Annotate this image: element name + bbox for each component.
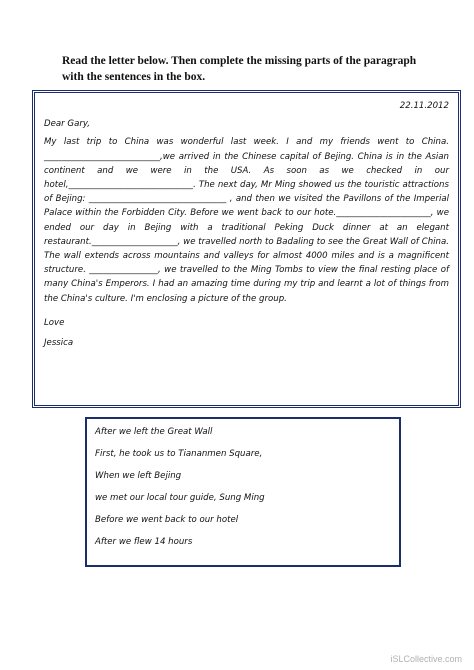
letter-body: My last trip to China was wonderful last week. I and my friends went to China. ___________________________,we arrived in the Chinese capital of Bejing. China is in the Asian continent and we were in the USA. As soon as we checked in our hotel,_____________________________. The next day, Mr Ming showed us the touristic attractions of Bejing: ________________________________ , and then we visited the Pavillons of the Imperial Palace within the Forbidden City. Before we went back to our hote.______________________, we ended our day in Bejing with a traditional Peking Duck dinner at an elegant restaurant.____________________, we travelled north to Badaling to see the Great Wall of China. The wall extends across mountains and valleys for almost 4000 miles and is a magnificent structure. ________________, we travelled to the Ming Tombs to view the final resting place of many China's Emperors. I had an amazing time during my trip and learnt a lot of things from the China's culture. I'm enclosing a picture of the group.: [44, 137, 449, 304]
sentence-item: After we flew 14 hours: [95, 537, 193, 547]
sentence-item: When we left Bejing: [95, 471, 182, 481]
letter-closing: Love: [44, 317, 65, 328]
letter-salutation: Dear Gary,: [44, 119, 91, 130]
watermark: iSLCollective.com: [390, 654, 462, 664]
letter-date: 22.11.2012: [399, 101, 449, 111]
sentence-item: Before we went back to our hotel: [95, 515, 239, 525]
instructions: Read the letter below. Then complete the missing parts of the paragraph with the sentences in the box.: [62, 55, 417, 83]
sentence-box: [85, 417, 401, 567]
sentence-item: we met our local tour guide, Sung Ming: [95, 493, 265, 503]
sentence-item: After we left the Great Wall: [95, 427, 213, 437]
sentence-item: First, he took us to Tiananmen Square,: [95, 449, 263, 459]
letter-box: [32, 90, 461, 408]
letter-signature: Jessica: [44, 338, 74, 349]
sentence-list: [95, 425, 391, 557]
